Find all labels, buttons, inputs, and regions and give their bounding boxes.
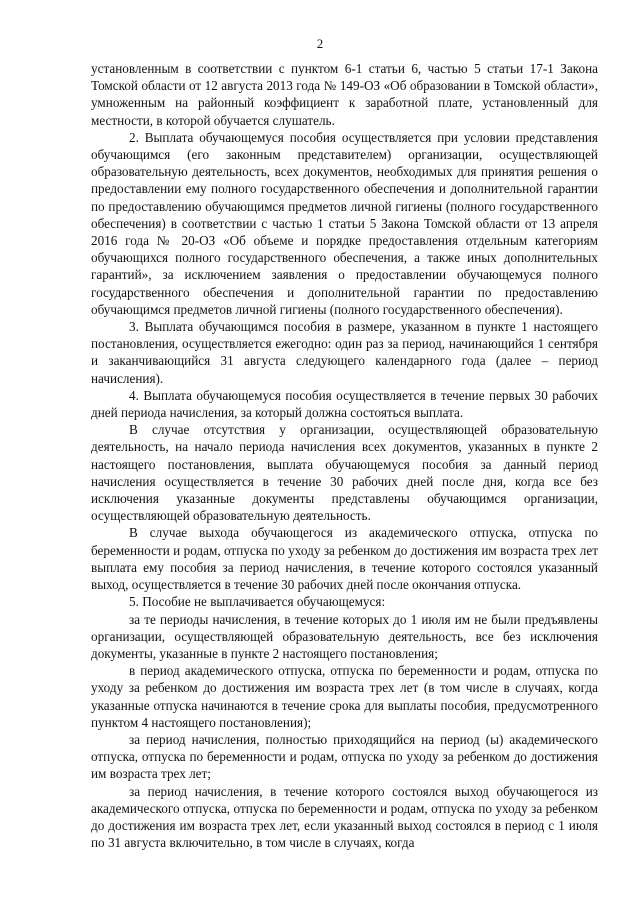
paragraph-item-5-case-leave: в период академического отпуска, отпуска по беременности и родам, отпуска по уходу за ребенком до достижения им возраста трех лет (в том числе в случаях, когда указанные отпуска начинаются в течение срока для выплаты пособия, предусмотренного пунктом 4 настоящего постановления); bbox=[91, 663, 598, 730]
paragraph-item-3: 3. Выплата обучающимся пособия в размере, указанном в пункте 1 настоящего постановления, осуществляется ежегодно: один раз за период, начинающийся 1 сентября и заканчивающийся 31 августа следующего календарного года (далее – период начисления). bbox=[91, 319, 598, 386]
paragraph-item-4-no-documents: В случае отсутствия у организации, осуществляющей образовательную деятельность, на начало периода начисления всех документов, указанных в пункте 2 настоящего постановления, выплата обучающемуся пособия за данный период начисления осуществляется в течение 30 рабочих дней после дня, когда все без исключения указанные документы представлены обучающимся организации, осуществляющей образовательную деятельность. bbox=[91, 422, 598, 524]
paragraph-item-5-case-documents: за те периоды начисления, в течение которых до 1 июля им не были предъявлены организации, осуществляющей образовательную деятельность, все без исключения документы, указанные в пункте 2 настоящего постановления; bbox=[91, 611, 598, 661]
paragraph-item-4: 4. Выплата обучающемуся пособия осуществляется в течение первых 30 рабочих дней периода начисления, за который должна состояться выплата. bbox=[91, 387, 598, 421]
paragraph-item-5-case-return: за период начисления, в течение которого состоялся выход обучающегося из академического отпуска, отпуска по беременности и родам, отпуска по уходу за ребенком до достижения им возраста трех лет, если указанный выход состоялся в период с 1 июля по 31 августа включительно, в том числе в случаях, когда bbox=[91, 783, 598, 851]
paragraph-item-5: 5. Пособие не выплачивается обучающемуся: bbox=[129, 594, 386, 610]
document-body bbox=[91, 60, 598, 851]
page-number: 2 bbox=[316, 36, 324, 51]
paragraph-item-2: 2. Выплата обучающемуся пособия осуществляется при условии представления обучающимся (его законным представителем) организации, осуществляющей образовательную деятельность, всех документов, необходимых для принятия решения о предоставлении ему полного государственного обеспечения и дополнительной гарантии по предоставлению обучающимся предметов личной гигиены (полного государственного обеспечения) в соответствии с частью 1 статьи 5 Закона Томской области от 13 апреля 2016 года № 20-ОЗ «Об объеме и порядке предоставления отдельным категориям обучающихся полного государственного обеспечения, а также иных дополнительных гарантий», за исключением заявления о предоставлении обучающемуся полного государственного обеспечения и дополнительной гарантии по предоставлению обучающимся предметов личной гигиены (полного государственного обеспечения). bbox=[91, 129, 598, 317]
paragraph-continuation: установленным в соответствии с пунктом 6-1 статьи 6, частью 5 статьи 17-1 Закона Томской области от 12 августа 2013 года № 149-ОЗ «Об образовании в Томской области», умноженным на районный коэффициент к заработной плате, установленный для местности, в которой обучается слушатель. bbox=[91, 61, 598, 128]
paragraph-item-4-leave-return: В случае выхода обучающегося из академического отпуска, отпуска по беременности и родам, отпуска по уходу за ребенком до достижения им возраста трех лет выплата ему пособия за период начисления, в течение которого состоялся указанный выход, осуществляется в течение 30 рабочих дней после окончания отпуска. bbox=[91, 525, 598, 593]
paragraph-item-5-case-full-period: за период начисления, полностью приходящийся на период (ы) академического отпуска, отпуска по беременности и родам, отпуска по уходу за ребенком до достижения им возраста трех лет; bbox=[91, 731, 598, 782]
